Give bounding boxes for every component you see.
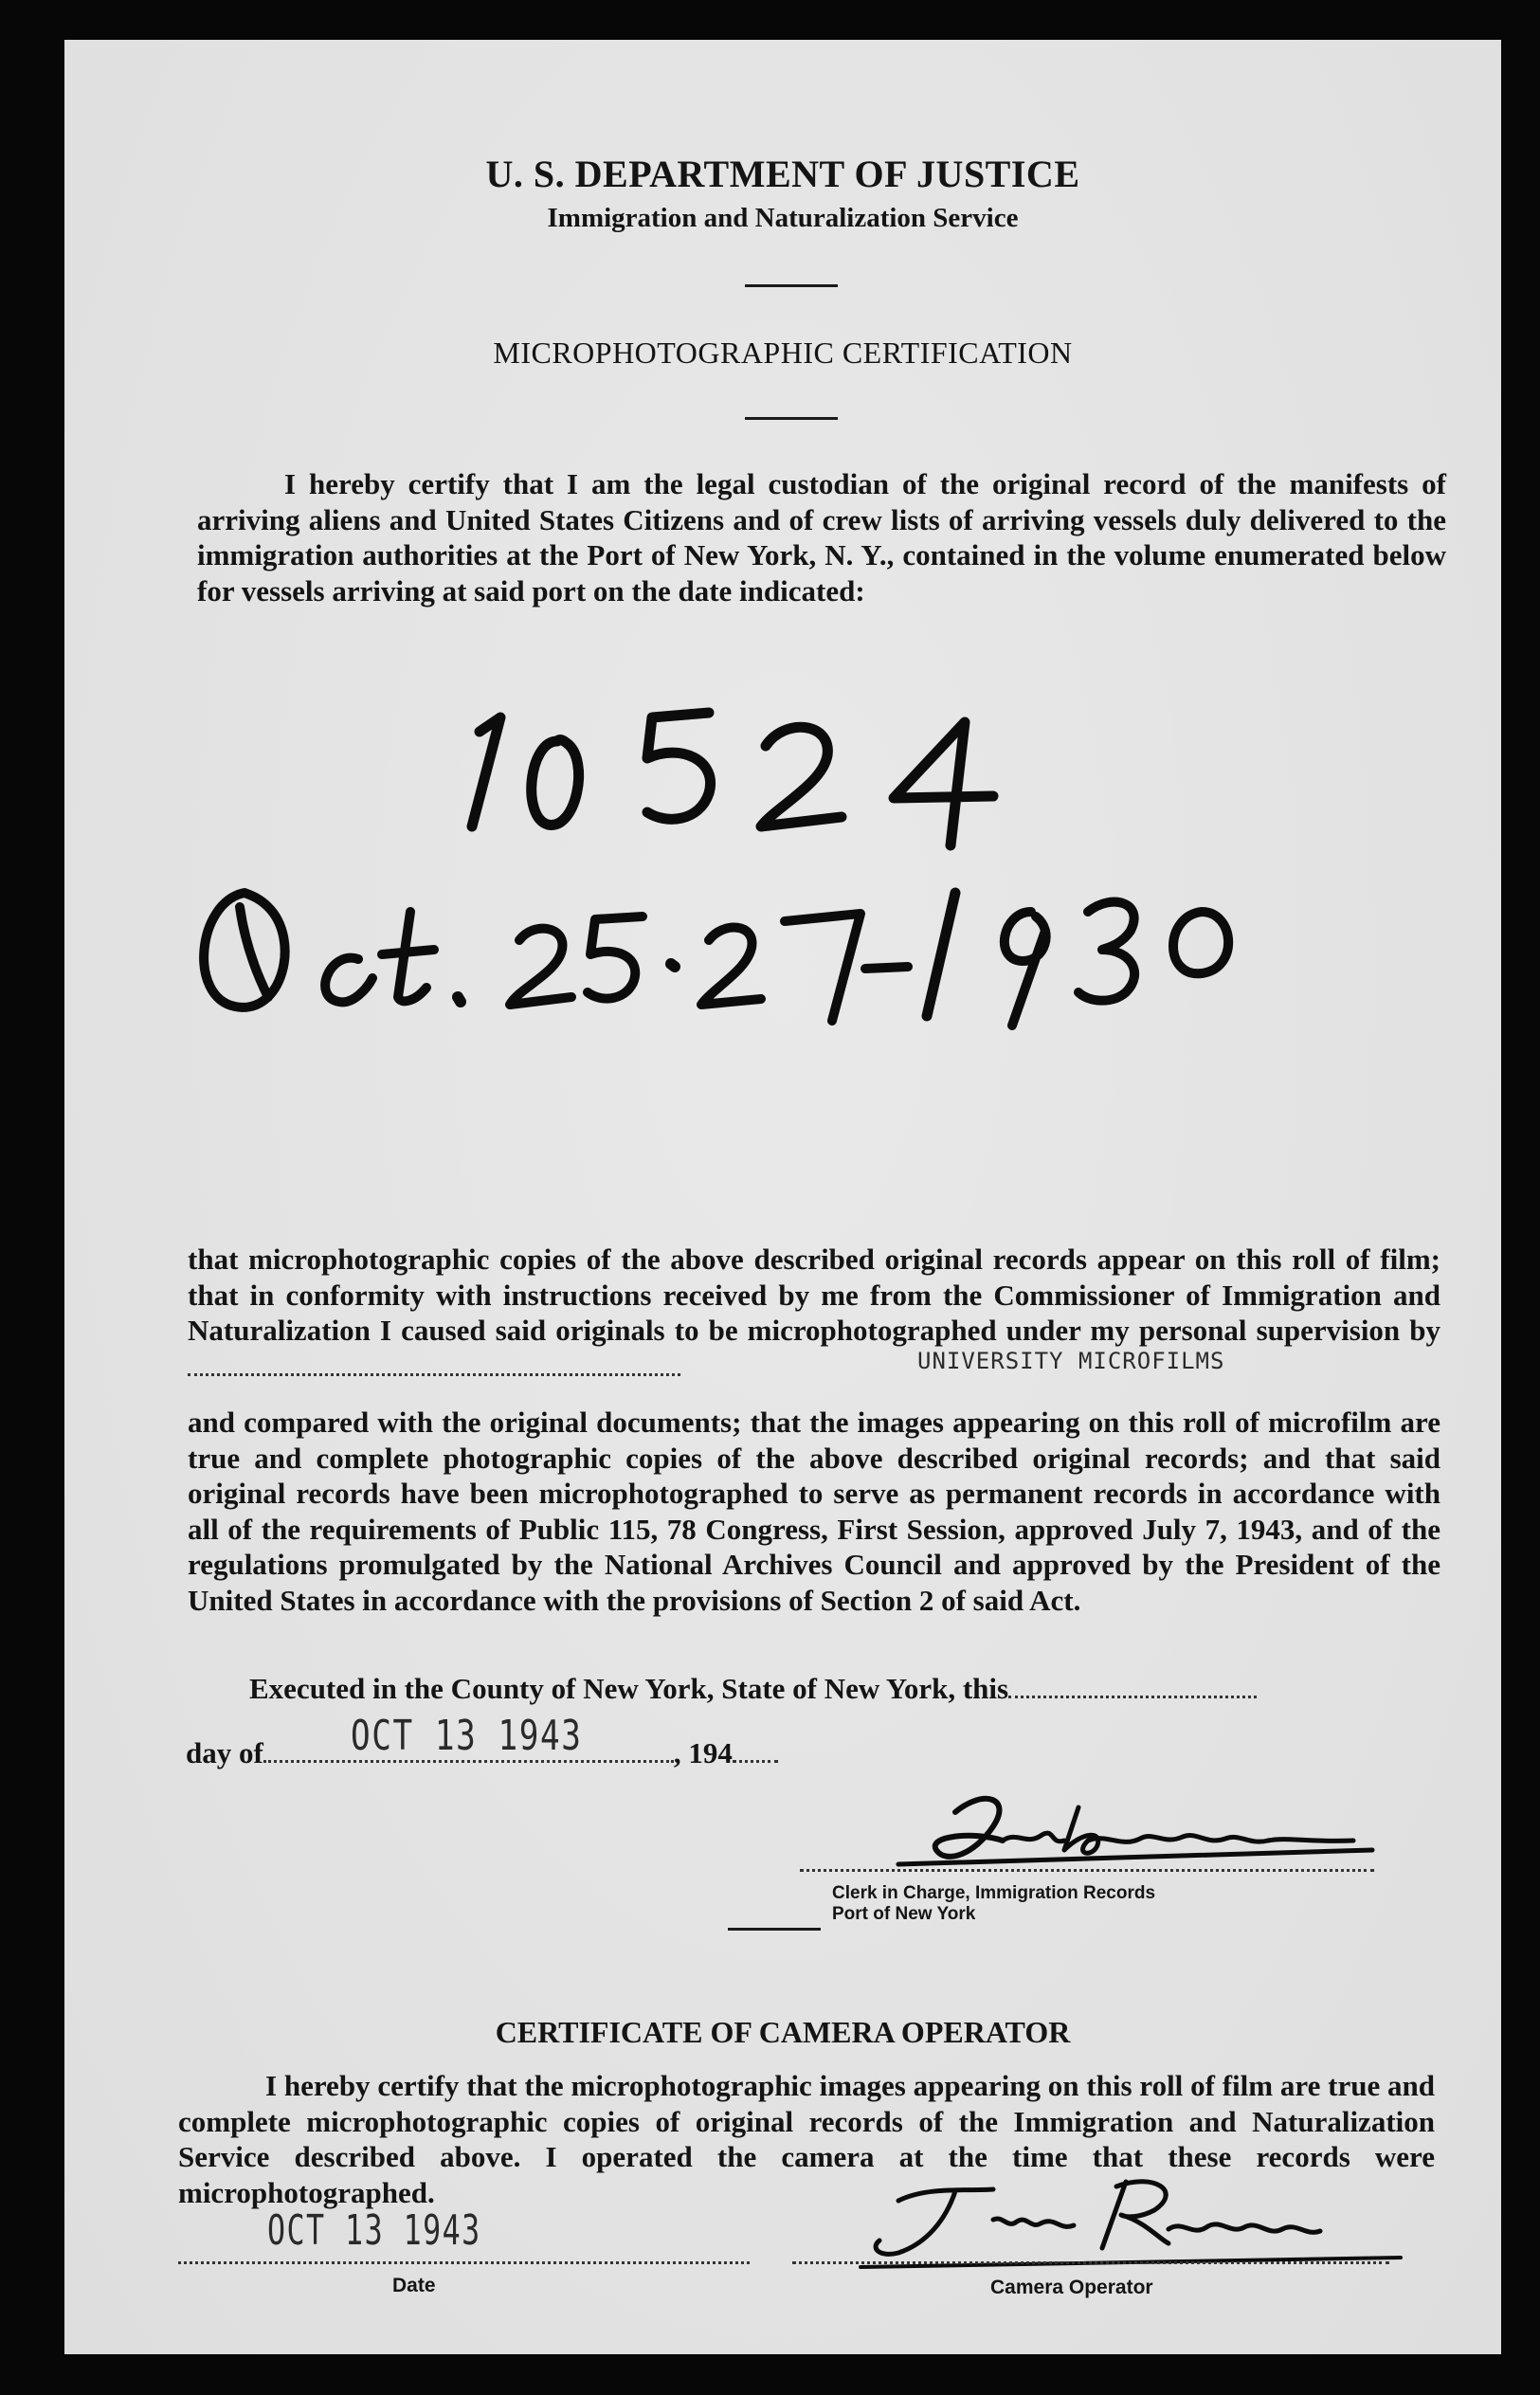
certificate-title: MICROPHOTOGRAPHIC CERTIFICATION <box>493 336 1073 370</box>
microfilm-company-stamp: UNIVERSITY MICROFILMS <box>917 1348 1225 1374</box>
camera-operator-signature <box>842 2163 1410 2272</box>
camera-operator-body: I hereby certify that the microphotographic images appearing on this roll of film are true and complete microphotographic copies of original records of the Immigration and Naturalization Service described above. I operated the camera at the time that these records were microphotographed. <box>178 2069 1435 2209</box>
executed-text: Executed in the County of New York, State of New York, this <box>249 1672 1009 1705</box>
camera-operator-label: Camera Operator <box>990 2277 1153 2298</box>
handwritten-arrival-dates <box>178 855 1467 1044</box>
intro-paragraph: I hereby certify that I am the legal custodian of the original record of the manifests of arriving aliens and United States Citizens and of crew lists of arriving vessels duly delivered to the immigration authorities at the Port of New York, N. Y., contained in the volume enumerated below for vessels arriving at said port on the date indicated: <box>197 467 1446 608</box>
year-prefix: , 194 <box>673 1736 733 1769</box>
certificate-page <box>64 40 1501 2354</box>
certification-body-part2: and compared with the original documents; that the images appearing on this roll of microfilm are true and complete photographic copies of the above described original records; and that said original records have been microphotographed to serve as permanent records in accordance with all of the requirements of Public 115, 78 Congress, First Session, approved July 7, 1943, and of the regulations promulgated by the National Archives Council and approved by the President of the United States in accordance with the provisions of Section 2 of said Act. <box>188 1406 1440 1617</box>
microfilm-company-line <box>188 1373 680 1376</box>
camera-operator-signature-line <box>792 2261 1389 2264</box>
day-of-label: day of <box>186 1736 263 1769</box>
divider <box>728 1928 821 1931</box>
department-title: U. S. DEPARTMENT OF JUSTICE <box>485 153 1080 195</box>
clerk-signature-line <box>800 1869 1374 1872</box>
date-signature-line <box>178 2261 750 2264</box>
year-blank <box>733 1760 778 1763</box>
divider <box>745 284 838 287</box>
certification-body-part1 <box>188 1242 1440 1384</box>
service-subtitle: Immigration and Naturalization Service <box>547 203 1019 233</box>
camera-date-stamp: OCT 13 1943 <box>267 2206 481 2255</box>
executed-statement <box>249 1672 1257 1706</box>
body-text-part1: that microphotographic copies of the above described original records appear on this roll of film; that in conformity with instructions received by me from the Commissioner of Immigration and Naturalization I caused said originals to be microphotographed under my personal supervision by <box>188 1243 1440 1347</box>
handwritten-volume-number <box>434 684 1097 855</box>
clerk-title-line1: Clerk in Charge, Immigration Records <box>832 1883 1156 1903</box>
divider <box>745 417 838 420</box>
day-of-blank <box>263 1760 674 1763</box>
clerk-title-line2: Port of New York <box>832 1904 976 1924</box>
camera-operator-title: CERTIFICATE OF CAMERA OPERATOR <box>495 2015 1071 2049</box>
execution-date-stamp: OCT 13 1943 <box>351 1712 583 1760</box>
date-label: Date <box>392 2275 436 2296</box>
clerk-title <box>832 1883 1155 1925</box>
clerk-signature <box>861 1774 1391 1878</box>
executed-day-line <box>1008 1696 1257 1698</box>
